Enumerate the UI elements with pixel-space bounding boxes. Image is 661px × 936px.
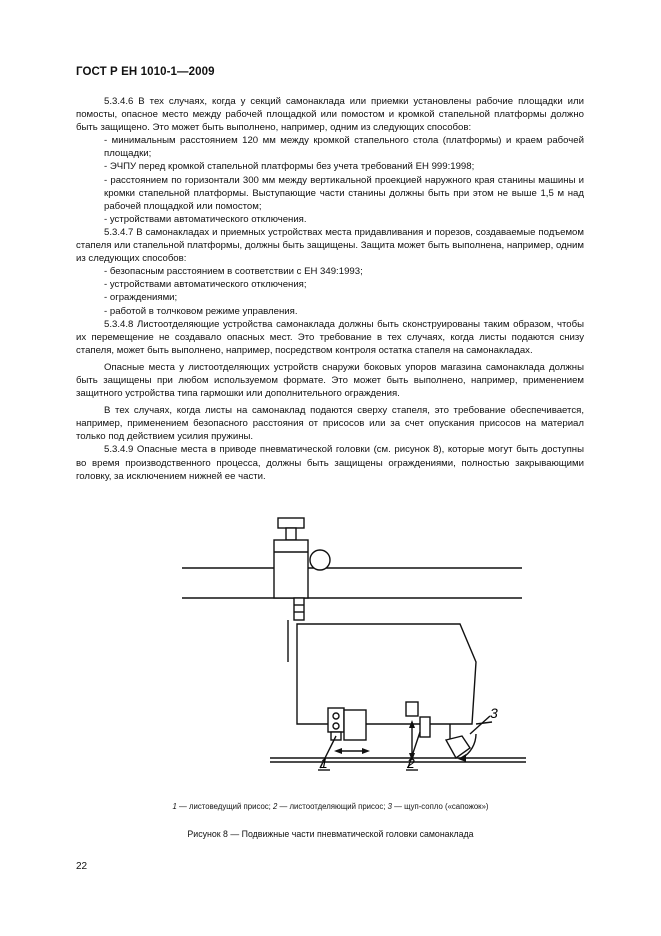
page-number: 22 <box>76 861 88 872</box>
head-housing <box>297 624 476 724</box>
legend-num: 3 <box>387 802 392 811</box>
legend-num: 2 <box>273 802 278 811</box>
document-header: ГОСТ Р ЕН 1010-1—2009 <box>76 66 215 78</box>
list-item: - безопасным расстоянием в соответствии с ЕН 349:1993; <box>104 266 363 278</box>
paragraph-5-3-4-9: 5.3.4.9 Опасные места в приводе пневматической головки (см. рисунок 8), которые могут быть доступны во время производственного процесса, должны быть защищены ограждениями, полностью закрывающими головку, за исключением нижней ее части. <box>76 444 584 482</box>
knob-stem <box>286 528 296 540</box>
carriage-block <box>274 540 308 598</box>
paragraph: В тех случаях, когда листы на самонаклад подаются сверху стапеля, это требование обеспечивается, например, применением безопасного расстояния от присосов или за счет опускания присосов на материал только под действием усилия пружины. <box>76 405 584 443</box>
figure-label-1: 1 <box>320 755 328 771</box>
figure-8-drawing <box>170 512 530 784</box>
separating-suction-body <box>420 717 430 737</box>
figure-legend <box>0 802 661 811</box>
leader-line-3b <box>476 722 492 724</box>
coupling <box>294 598 304 620</box>
guiding-suction-cylinder <box>344 710 366 740</box>
paragraph-5-3-4-7: 5.3.4.7 В самонакладах и приемных устройствах места придавливания и порезов, создаваемые подъемом стапеля или стапельной платформы, должны быть защищены. Защита может быть выполнена, например, одним из следующих способов: <box>76 226 584 265</box>
figure-label-2: 2 <box>407 755 415 771</box>
legend-text: — листоотделяющий присос; <box>277 802 388 811</box>
legend-text: — листоведущий присос; <box>176 802 274 811</box>
list-item: - минимальным расстоянием 120 мм между кромкой стапельного стола (платформы) и краем рабочей площадки; <box>104 135 584 160</box>
legend-num: 1 <box>172 802 177 811</box>
figure-label-3: 3 <box>490 705 498 721</box>
legend-text: — щуп-сопло («сапожок») <box>391 802 489 811</box>
list-item: - ограждениями; <box>104 292 178 304</box>
list-item: - ЭЧПУ перед кромкой стапельной платформы без учета требований ЕН 999:1998; <box>104 161 475 173</box>
list-item: - расстоянием по горизонтали 300 мм между вертикальной проекцией наружного края станины машины и кромки стапельной платформы. Выступающие части станины должны быть при этом не выше 1,5 м над рабочей площадкой или помостом; <box>104 174 584 212</box>
separating-suction-head <box>406 702 418 716</box>
figure-caption: Рисунок 8 — Подвижные части пневматической головки самонаклада <box>187 829 474 839</box>
list-item: - устройствами автоматического отключения. <box>104 213 307 225</box>
arrowhead-right <box>362 748 370 754</box>
paragraph-5-3-4-8: 5.3.4.8 Листоотделяющие устройства самонаклада должны быть сконструированы таким образом, чтобы их перемещение не создавало опасных мест. Это требование в тех случаях, когда листы подаются снизу стапеля, может быть выполнено, например, посредством контроля остатка стапеля на самонакладах. <box>76 318 584 356</box>
paragraph-5-3-4-6: 5.3.4.6 В тех случаях, когда у секций самонаклада или приемки установлены рабочие площадки или помосты, опасное место между рабочей площадкой или помостом и кромкой стапельной платформы должно быть защищено. Это может быть выполнено, например, одним из следующих способов: <box>76 96 584 134</box>
list-item: - устройствами автоматического отключения; <box>104 279 307 291</box>
document-body <box>76 95 584 483</box>
arrowhead-left <box>334 748 342 754</box>
knob-cap <box>278 518 304 528</box>
paragraph: Опасные места у листоотделяющих устройств снаружи боковых упоров магазина самонаклада должны быть защищены при любом используемом формате. Это может быть выполнено, например, применением защитного устройства типа гармошки или дополнительного ограждения. <box>76 361 584 400</box>
guide-roller <box>310 550 330 570</box>
pneumatic-head-drawing <box>170 512 530 784</box>
list-item: - работой в толчковом режиме управления. <box>104 305 298 317</box>
